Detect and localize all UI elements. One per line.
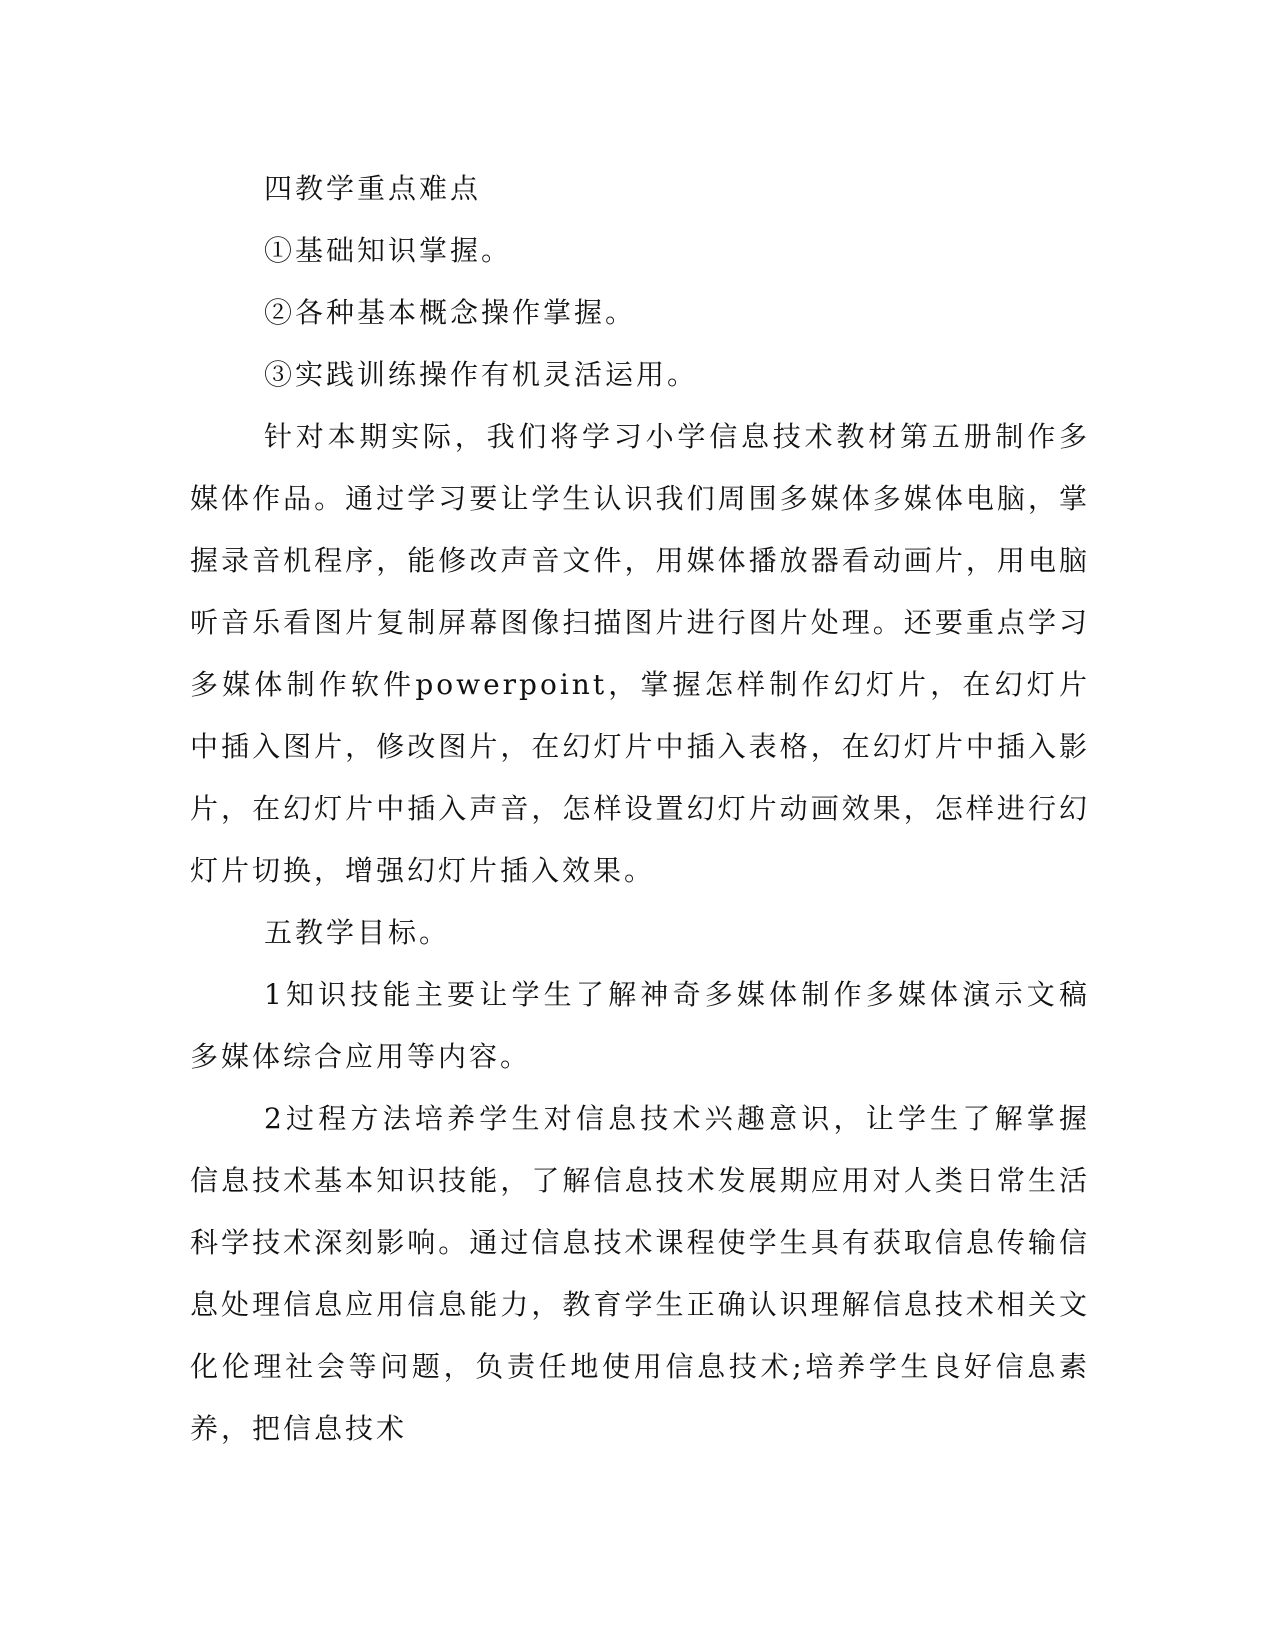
list-item-point-3: ③实践训练操作有机灵活运用。 xyxy=(264,358,699,391)
body-paragraph-plan: 针对本期实际，我们将学习小学信息技术教材第五册制作多媒体作品。通过学习要让学生认识我们周围多媒体多媒体电脑，掌握录音机程序，能修改声音文件，用媒体播放器看动画片，用电脑听音乐看图片复制屏幕图像扫描图片进行图片处理。还要重点学习多媒体制作软件powerpoint，掌握怎样制作幻灯片，在幻灯片中插入图片，修改图片，在幻灯片中插入表格，在幻灯片中插入影片，在幻灯片中插入声音，怎样设置幻灯片动画效果，怎样进行幻灯片切换，增强幻灯片插入效果。 xyxy=(190,420,1090,887)
list-item-point-2: ②各种基本概念操作掌握。 xyxy=(264,296,637,329)
document-body xyxy=(190,158,1090,1460)
section-heading-key-points: 四教学重点难点 xyxy=(264,172,482,205)
section-heading-goals: 五教学目标。 xyxy=(264,916,451,949)
body-paragraph-goal-2: 2过程方法培养学生对信息技术兴趣意识，让学生了解掌握信息技术基本知识技能，了解信息技术发展期应用对人类日常生活科学技术深刻影响。通过信息技术课程使学生具有获取信息传输信息处理信息应用信息能力，教育学生正确认识理解信息技术相关文化伦理社会等问题，负责任地使用信息技术;培养学生良好信息素养，把信息技术 xyxy=(190,1102,1090,1445)
list-item-point-1: ①基础知识掌握。 xyxy=(264,234,513,267)
body-paragraph-goal-1: 1知识技能主要让学生了解神奇多媒体制作多媒体演示文稿多媒体综合应用等内容。 xyxy=(190,978,1090,1073)
